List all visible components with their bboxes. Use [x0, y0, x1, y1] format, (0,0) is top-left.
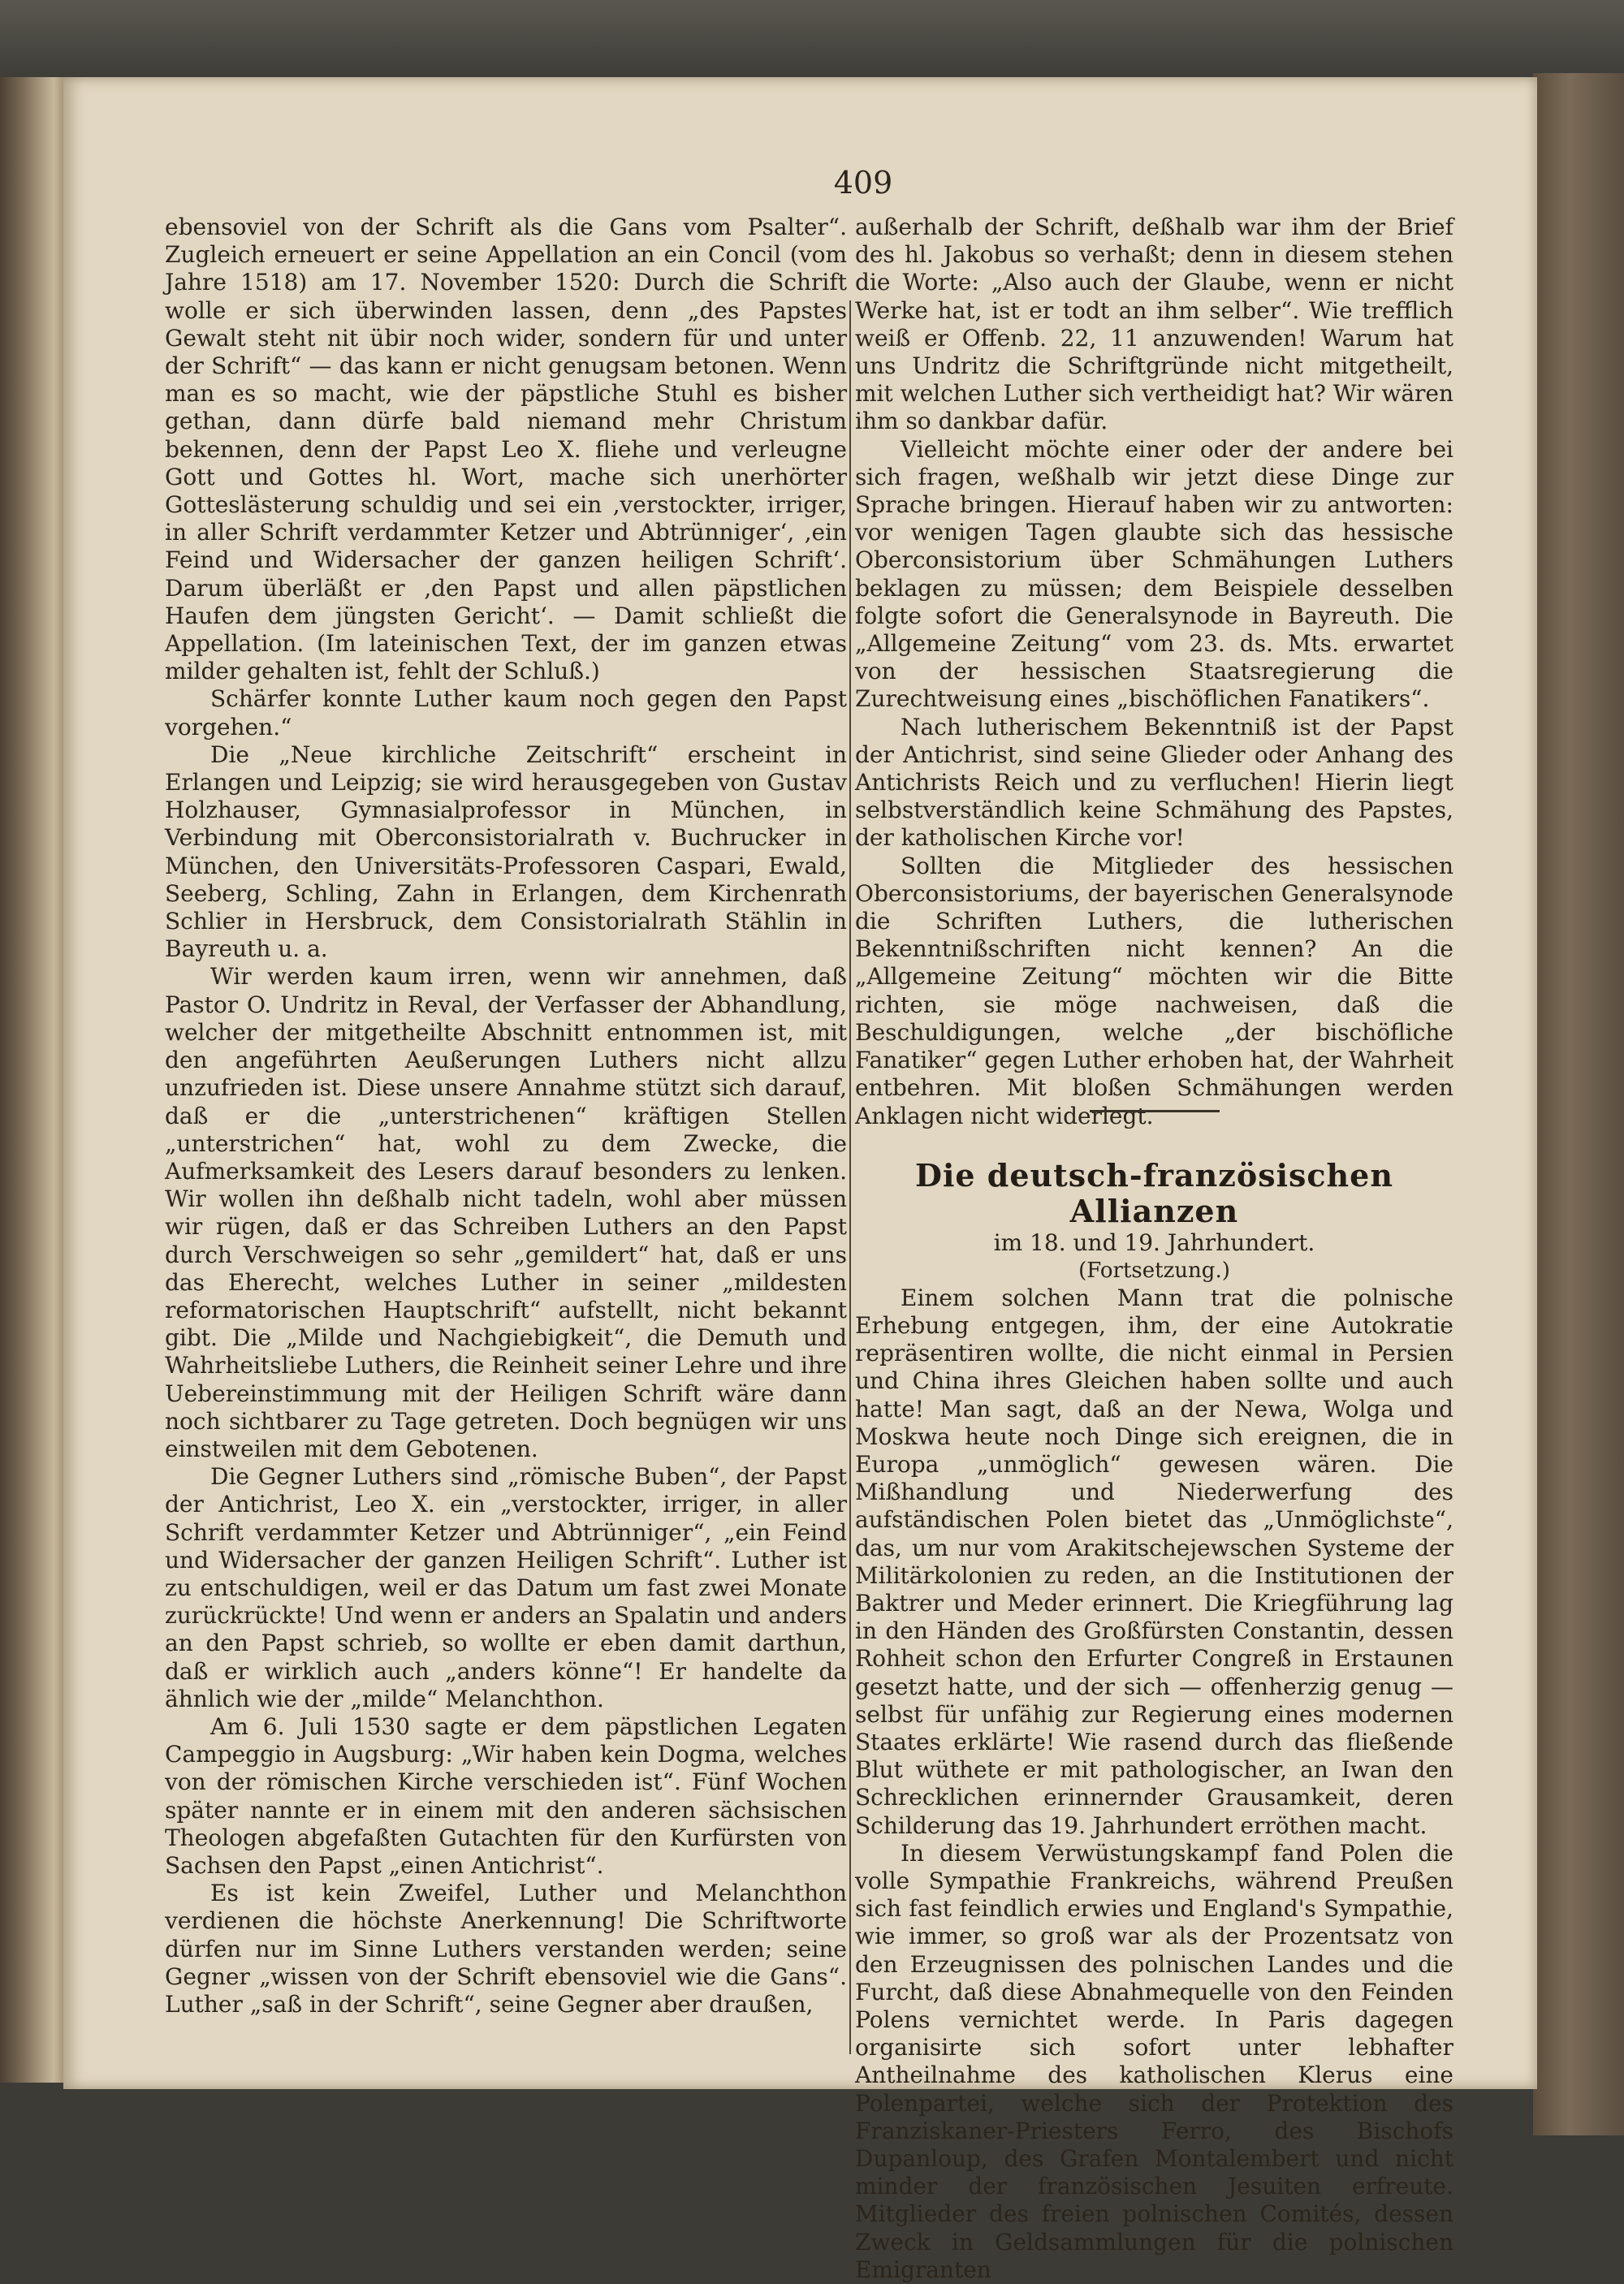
paragraph: In diesem Verwüstungskampf fand Polen die volle Sympathie Frankreichs, während Preußen sich fast feindlich erwies und England's Sympathie, wie immer, so groß war als der Prozentsatz von den Erzeugnissen des polnischen Landes und die Furcht, daß diese Abnahmequelle von den Feinden Polens vernichtet werde. In Paris dagegen organisirte sich sofort unter lebhafter Antheilnahme des katholischen Klerus eine Polenpartei, welche sich der Protektion des Franziskaner-Priesters Ferro, des Bischofs Dupanloup, des Grafen Montalembert und nicht minder der französischen Jesuiten erfreute. Mitglieder des freien polnischen Comités, dessen Zweck in Geldsammlungen für die polnischen Emigranten	[855, 1839, 1453, 2283]
paragraph: Die Gegner Luthers sind „römische Buben“, der Papst der Antichrist, Leo X. ein „verstockter, irriger, in aller Schrift verdammter Ketzer und Abtrünniger“, „ein Feind und Widersacher der ganzen Heiligen Schrift“. Luther ist zu entschuldigen, weil er das Datum um fast zwei Monate zurückrückte! Und wenn er anders an Spalatin und anders an den Papst schrieb, so wollte er eben damit darthun, daß er wirklich auch „anders könne“! Er handelte da ähnlich wie der „milde“ Melanchthon.	[165, 1463, 847, 1712]
paragraph: ebensoviel von der Schrift als die Gans vom Psalter“. Zugleich erneuert er seine Appellation an ein Concil (vom Jahre 1518) am 17. November 1520: Durch die Schrift wolle er sich überwinden lassen, denn „des Papstes Gewalt steht nit übir noch wider, sondern für und unter der Schrift“ — das kann er nicht genugsam betonen. Wenn man es so macht, wie der päpstliche Stuhl es bisher gethan, dann dürfe bald niemand mehr Christum bekennen, denn der Papst Leo X. fliehe und verleugne Gott und Gottes hl. Wort, mache sich unerhörter Gotteslästerung schuldig und sei ein ‚verstockter, irriger, in aller Schrift verdammter Ketzer und Abtrünniger‘, ‚ein Feind und Widersacher der ganzen heiligen Schrift‘. Darum überläßt er ‚den Papst und allen päpstlichen Haufen dem jüngsten Gericht‘. — Damit schließt die Appellation. (Im lateinischen Text, der im ganzen etwas milder gehalten ist, fehlt der Schluß.)	[165, 214, 847, 685]
right-column	[855, 214, 1453, 2284]
paragraph: Wir werden kaum irren, wenn wir annehmen, daß Pastor O. Undritz in Reval, der Verfasser der Abhandlung, welcher der mitgetheilte Abschnitt entnommen ist, mit den angeführten Aeußerungen Luthers nicht allzu unzufrieden ist. Diese unsere Annahme stützt sich darauf, daß er die „unterstrichenen“ kräftigen Stellen „unterstrichen“ hat, wohl zu dem Zwecke, die Aufmerksamkeit des Lesers darauf besonders zu lenken. Wir wollen ihn deßhalb nicht tadeln, wohl aber müssen wir rügen, daß er das Schreiben Luthers an den Papst durch Verschweigen so sehr „gemildert“ hat, daß er uns das Eherecht, welches Luther in seiner „mildesten reformatorischen Hauptschrift“ aufstellt, nicht bekannt gibt. Die „Milde und Nachgiebigkeit“, die Demuth und Wahrheitsliebe Luthers, die Reinheit seiner Lehre und ihre Uebereinstimmung mit der Heiligen Schrift wäre dann noch sichtbarer zu Tage getreten. Doch begnügen wir uns einstweilen mit dem Gebotenen.	[165, 963, 847, 1462]
paragraph: Nach lutherischem Bekenntniß ist der Papst der Antichrist, sind seine Glieder oder Anhang des Antichrists Reich und zu verfluchen! Hierin liegt selbstverständlich keine Schmähung des Papstes, der katholischen Kirche vor!	[855, 713, 1453, 852]
left-column	[165, 214, 847, 2018]
book-page	[63, 77, 1537, 2283]
paragraph: Einem solchen Mann trat die polnische Erhebung entgegen, ihm, der eine Autokratie repräsentiren wollte, die nicht einmal in Persien und China ihres Gleichen haben sollte und auch hatte! Man sagt, daß an der Newa, Wolga und Moskwa heute noch Dinge sich ereignen, die in Europa „unmöglich“ gewesen wären. Die Mißhandlung und Niederwerfung des aufständischen Polen bietet das „Unmöglichste“, das, um nur vom Arakitschejewschen Systeme der Militärkolonien zu reden, an die Institutionen der Baktrer und Meder erinnert. Die Kriegführung lag in den Händen des Großfürsten Constantin, dessen Rohheit schon den Erfurter Congreß in Erstaunen gesetzt hatte, und der sich — offenherzig genug — selbst für unfähig zur Regierung eines modernen Staates erklärte! Wie rasend durch das fließende Blut wüthete er mit pathologischer, an Iwan den Schrecklichen erinnernder Grausamkeit, deren Schilderung das 19. Jahrhundert erröthen macht.	[855, 1284, 1453, 1839]
continuation-note: (Fortsetzung.)	[1078, 1258, 1230, 1283]
paragraph: Es ist kein Zweifel, Luther und Melanchthon verdienen die höchste Anerkennung! Die Schriftworte dürfen nur im Sinne Luthers verstanden werden; seine Gegner „wissen von der Schrift ebensoviel wie die Gans“. Luther „saß in der Schrift“, seine Gegner aber draußen,	[165, 1880, 847, 2018]
paragraph: Vielleicht möchte einer oder der andere bei sich fragen, weßhalb wir jetzt diese Dinge zur Sprache bringen. Hierauf haben wir zu antworten: vor wenigen Tagen glaubte sich das hessische Oberconsistorium über Schmähungen Luthers beklagen zu müssen; dem Beispiele desselben folgte sofort die Generalsynode in Bayreuth. Die „Allgemeine Zeitung“ vom 23. ds. Mts. erwartet von der hessischen Staatsregierung die Zurechtweisung eines „bischöflichen Fanatikers“.	[855, 435, 1453, 713]
paragraph: außerhalb der Schrift, deßhalb war ihm der Brief des hl. Jakobus so verhaßt; denn in diesem stehen die Worte: „Also auch der Glaube, wenn er nicht Werke hat, ist er todt an ihm selber“. Wie trefflich weiß er Offenb. 22, 11 anzuwenden! Warum hat uns Undritz die Schriftgründe nicht mitgetheilt, mit welchen Luther sich vertheidigt hat? Wir wären ihm so dankbar dafür.	[855, 214, 1453, 435]
paragraph: Am 6. Juli 1530 sagte er dem päpstlichen Legaten Campeggio in Augsburg: „Wir haben kein Dogma, welches von der römischen Kirche verschieden ist“. Fünf Wochen später nannte er in einem mit den anderen sächsischen Theologen abgefaßten Gutachten für den Kurfürsten von Sachsen den Papst „einen Antichrist“.	[165, 1712, 847, 1879]
article-header	[855, 1158, 1453, 1284]
paragraph: Schärfer konnte Luther kaum noch gegen den Papst vorgehen.“	[165, 685, 847, 740]
facing-page-edge	[0, 77, 63, 2083]
paragraph: Sollten die Mitglieder des hessischen Oberconsistoriums, der bayerischen Generalsynode die Schriften Luthers, die lutherischen Bekenntnißschriften nicht kennen? An die „Allgemeine Zeitung“ möchten wir die Bitte richten, sie möge nachweisen, daß die Beschuldigungen, welche „der bischöfliche Fanatiker“ gegen Luther erhoben hat, der Wahrheit entbehren. Mit bloßen Schmähungen werden Anklagen nicht widerlegt.	[855, 852, 1453, 1129]
article-title: Die deutsch-französischen Allianzen	[915, 1156, 1393, 1229]
section-rule	[1090, 1110, 1220, 1112]
column-divider	[849, 300, 851, 2054]
paragraph: Die „Neue kirchliche Zeitschrift“ erscheint in Erlangen und Leipzig; sie wird herausgegeben von Gustav Holzhauser, Gymnasialprofessor in München, in Verbindung mit Oberconsistorialrath v. Buchrucker in München, den Universitäts-Professoren Caspari, Ewald, Seeberg, Schling, Zahn in Erlangen, dem Kirchenrath Schlier in Hersbruck, dem Consistorialrath Stählin in Bayreuth u. a.	[165, 740, 847, 963]
book-cover-edge	[1533, 73, 1624, 2135]
article-subtitle: im 18. und 19. Jahrhundert.	[993, 1228, 1315, 1256]
page-number: 409	[833, 165, 893, 201]
scan-background	[0, 0, 1624, 77]
